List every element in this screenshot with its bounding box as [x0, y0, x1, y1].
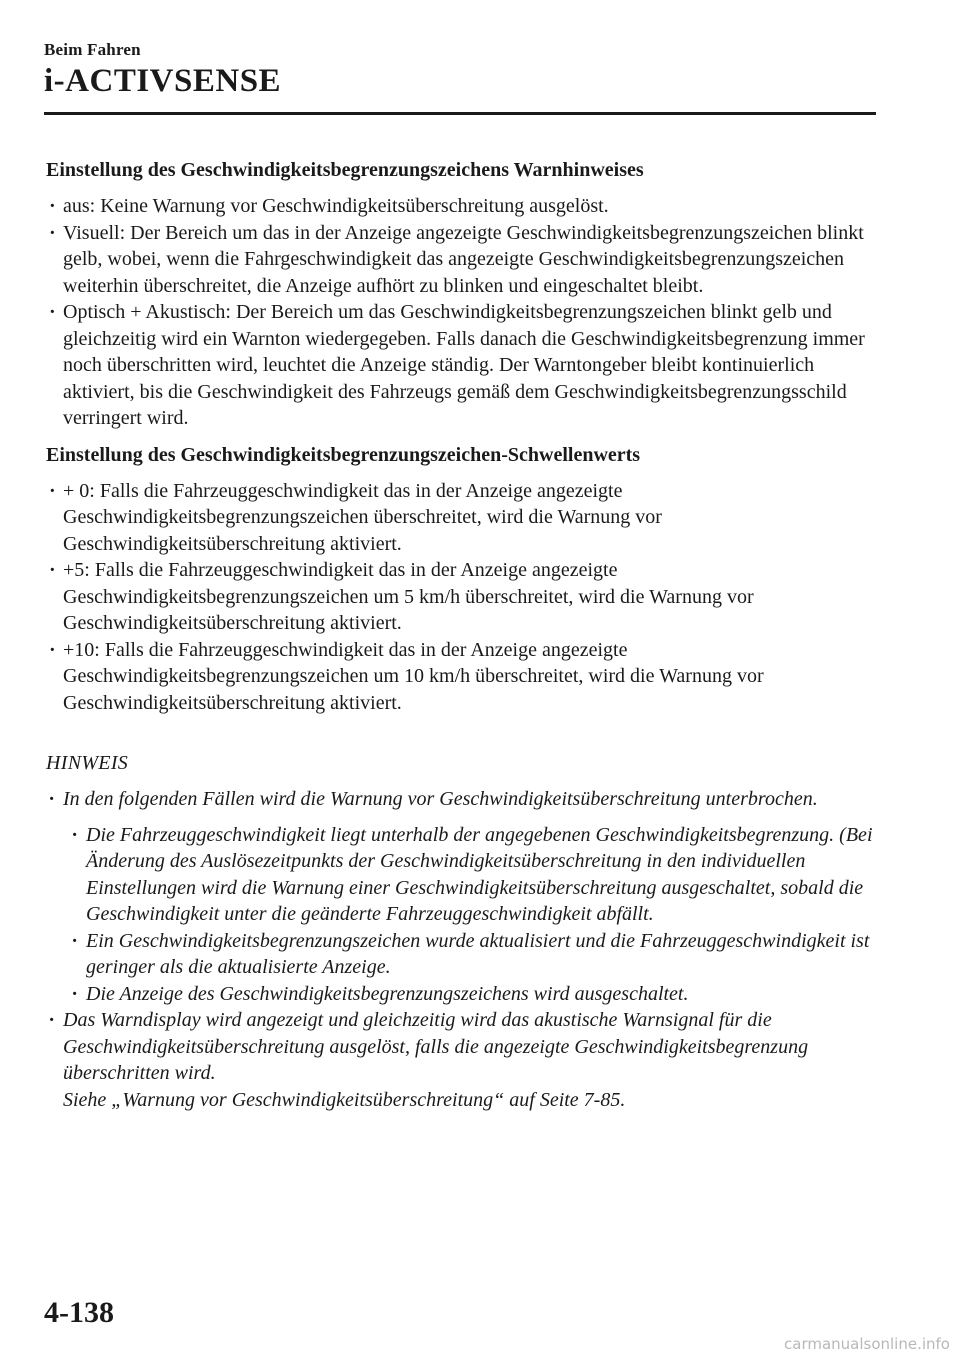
list-item: · + 0: Falls die Fahrzeuggeschwindigkeit das in der Anzeige angezeigte Geschwindigkeitsbegrenzungszeichen überschreitet, wird die Warnung vor Geschwindigkeitsüberschreitung aktiviert. [46, 478, 882, 558]
note-list [46, 786, 882, 1113]
note-sub-list [69, 822, 882, 1008]
list-item: · +5: Falls die Fahrzeuggeschwindigkeit das in der Anzeige angezeigte Geschwindigkeitsbegrenzungszeichen um 5 km/h überschreitet, wird die Warnung vor Geschwindigkeitsüberschreitung aktiviert. [46, 557, 882, 637]
page-header [44, 40, 876, 100]
bullet-list [46, 193, 882, 432]
warning-setting-section [46, 156, 882, 432]
note-item [46, 1007, 882, 1113]
page-content [46, 156, 882, 1122]
note-item-text: In den folgenden Fällen wird die Warnung vor Geschwindigkeitsüberschreitung unterbrochen. [63, 788, 818, 810]
section-heading: Einstellung des Geschwindigkeitsbegrenzungszeichens Warnhinweises [46, 159, 644, 181]
note-section [46, 750, 882, 1113]
page-number: 4-138 [44, 1296, 114, 1329]
section-heading: Einstellung des Geschwindigkeitsbegrenzungszeichen-Schwellenwerts [46, 443, 641, 466]
note-item-text: Das Warndisplay wird angezeigt und gleichzeitig wird das akustische Warnsignal für die Geschwindigkeitsüberschreitung ausgelöst, falls die angezeigte Geschwindigkeitsbegrenzung überschritten wird. [63, 1009, 809, 1084]
chapter-title: i-ACTIVSENSE [44, 63, 282, 99]
threshold-setting-section [46, 441, 882, 717]
page-reference: Siehe „Warnung vor Geschwindigkeitsüberschreitung“ auf Seite 7-85. [63, 1088, 626, 1111]
watermark: carmanualsonline.info [784, 1335, 950, 1353]
list-item: · Visuell: Der Bereich um das in der Anzeige angezeigte Geschwindigkeitsbegrenzungszeichen blinkt gelb, wobei, wenn die Fahrgeschwindigkeit das angezeigte Geschwindigkeitsbegrenzungszeichen weiterhin überschreitet, die Anzeige aufhört zu blinken und eingeschaltet bleibt. [46, 220, 882, 300]
note-title: HINWEIS [46, 752, 129, 774]
note-sub-item: · Die Anzeige des Geschwindigkeitsbegrenzungszeichens wird ausgeschaltet. [69, 981, 882, 1008]
note-sub-item: · Die Fahrzeuggeschwindigkeit liegt unterhalb der angegebenen Geschwindigkeitsbegrenzung. (Bei Änderung des Auslösezeitpunkts der Geschwindigkeitsüberschreitung in den individuellen Einstellungen wird die Warnung einer Geschwindigkeitsüberschreitung ausgeschaltet, sobald die Geschwindigkeit unter die geänderte Fahrzeuggeschwindigkeit abfällt. [69, 822, 882, 928]
section-label: Beim Fahren [44, 40, 141, 59]
list-item: · +10: Falls die Fahrzeuggeschwindigkeit das in der Anzeige angezeigte Geschwindigkeitsbegrenzungszeichen um 10 km/h überschreitet, wird die Warnung vor Geschwindigkeitsüberschreitung aktiviert. [46, 637, 882, 717]
list-item: · Optisch + Akustisch: Der Bereich um das Geschwindigkeitsbegrenzungszeichen blinkt gelb und gleichzeitig wird ein Warnton wiedergegeben. Falls danach die Geschwindigkeitsbegrenzung immer noch überschritten wird, leuchtet die Anzeige ständig. Der Warntongeber bleibt kontinuierlich aktiviert, bis die Geschwindigkeit des Fahrzeugs gemäß dem Geschwindigkeitsbegrenzungsschild verringert wird. [46, 299, 882, 432]
list-item: · aus: Keine Warnung vor Geschwindigkeitsüberschreitung ausgelöst. [46, 193, 882, 220]
note-item [46, 786, 882, 1007]
header-divider [44, 112, 876, 115]
bullet-list [46, 478, 882, 717]
note-sub-item: · Ein Geschwindigkeitsbegrenzungszeichen wurde aktualisiert und die Fahrzeuggeschwindigkeit ist geringer als die aktualisierte Anzeige. [69, 928, 882, 981]
